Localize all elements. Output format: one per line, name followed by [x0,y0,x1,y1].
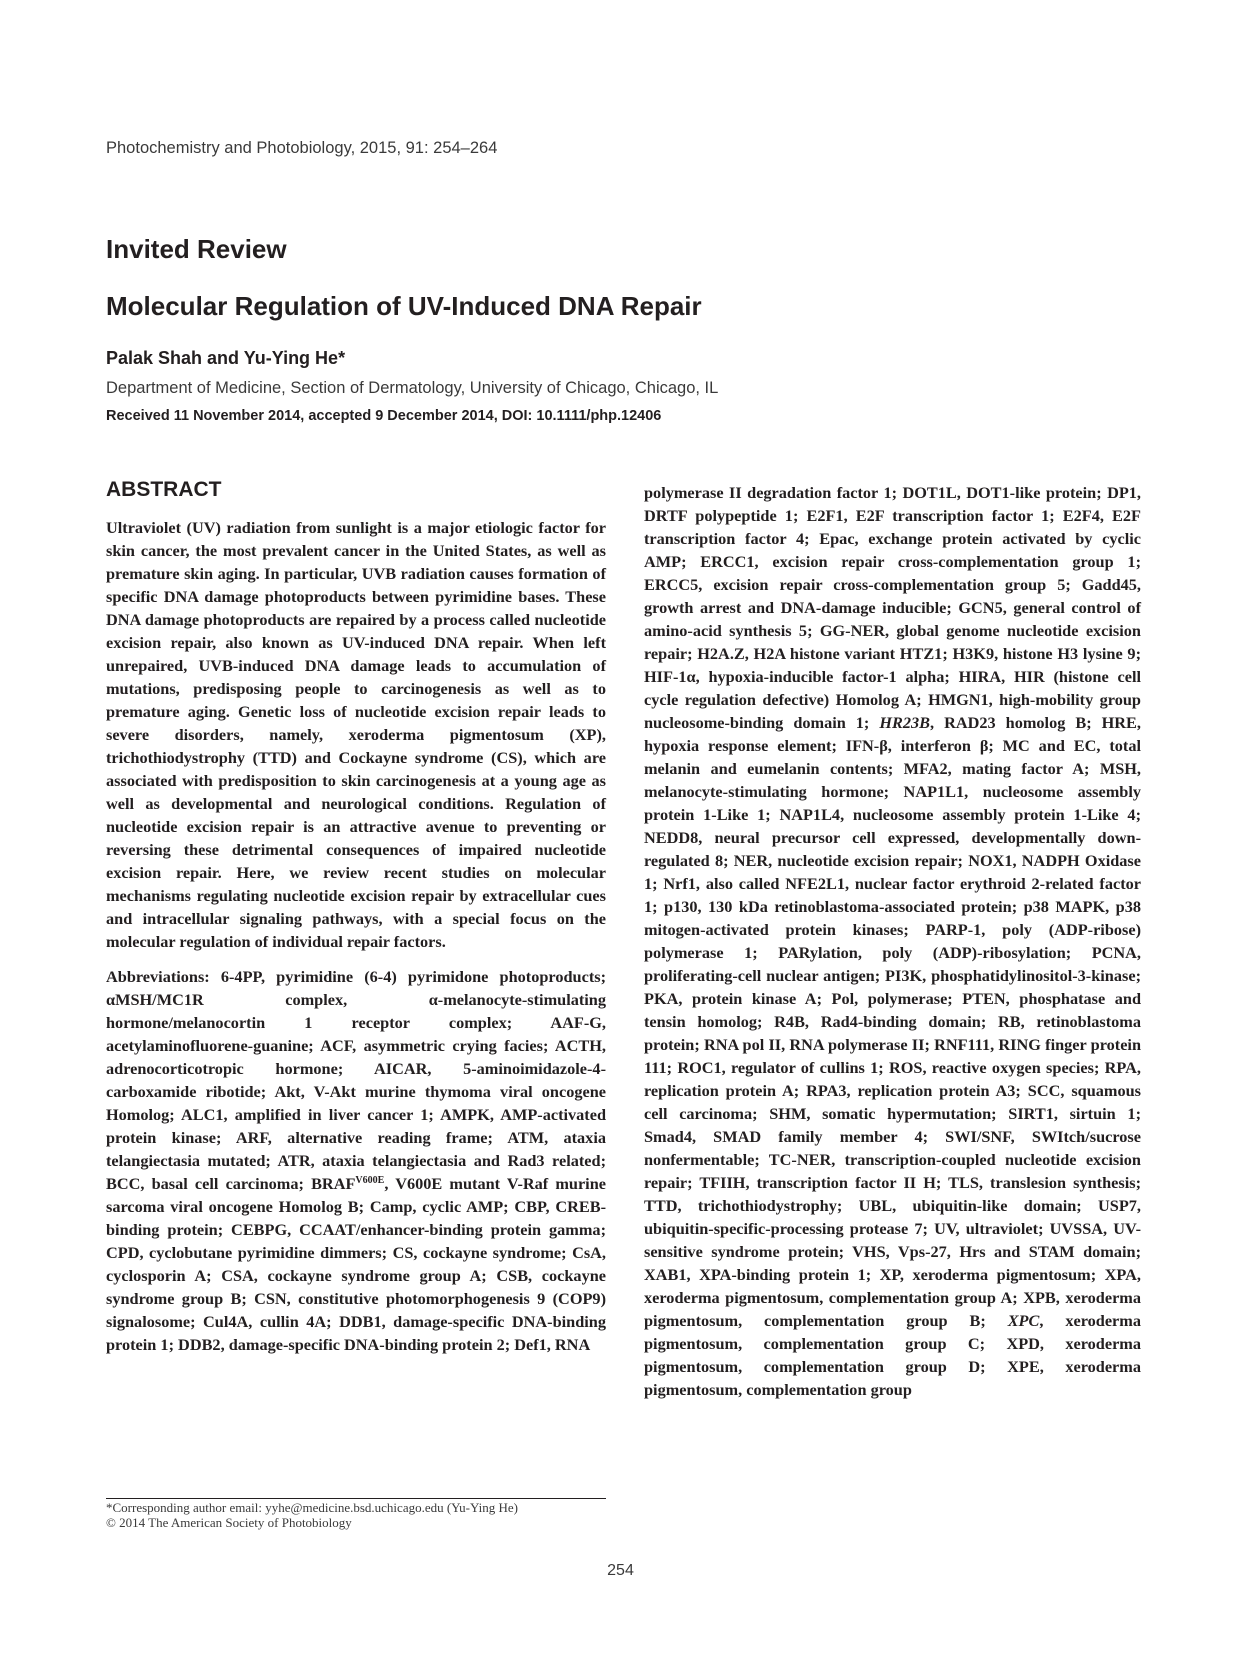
left-column [106,516,606,1356]
abbreviations-right [644,481,1141,1401]
abbreviations-text-part: , xeroderma pigmentosum, complementation group C; XPD, xeroderma pigmentosum, complementation group D; XPE, xeroderma pigmentosum, complementation group [644,1311,1141,1399]
abbreviations-text-part: Abbreviations: 6-4PP, pyrimidine (6-4) pyrimidone photoproducts; αMSH/MC1R complex, α-melanocyte-stimulating hormone/melanocortin 1 receptor complex; AAF-G, acetylaminofluorene-guanine; ACF, asymmetric crying facies; ACTH, adrenocorticotropic hormone; AICAR, 5-aminoimidazole-4-carboxamide ribotide; Akt, V-Akt murine thymoma viral oncogene Homolog; ALC1, amplified in liver cancer 1; AMPK, AMP-activated protein kinase; ARF, alternative reading frame; ATM, ataxia telangiectasia mutated; ATR, ataxia telangiectasia and Rad3 related; BCC, basal cell carcinoma; BRAF [106,967,606,1193]
right-column [644,481,1141,1401]
article-type-heading: Invited Review [106,234,287,264]
page-number: 254 [607,1562,634,1579]
superscript: V600E [355,1175,385,1186]
footnote-divider [106,1498,606,1499]
author-affiliation: Department of Medicine, Section of Dermatology, University of Chicago, Chicago, IL [106,379,719,397]
footnote [106,1500,518,1530]
gene-italic: HR23B [879,713,931,732]
abbreviations-left [106,965,606,1356]
abbreviations-text-part: , V600E mutant V-Raf murine sarcoma viral oncogene Homolog B; Camp, cyclic AMP; CBP, CREB-binding protein; CEBPG, CCAAT/enhancer-binding protein gamma; CPD, cyclobutane pyrimidine dimmers; CS, cockayne syndrome; CsA, cyclosporin A; CSA, cockayne syndrome group A; CSB, cockayne syndrome group B; CSN, constitutive photomorphogenesis 9 (COP9) signalosome; Cul4A, cullin 4A; DDB1, damage-specific DNA-binding protein 1; DDB2, damage-specific DNA-binding protein 2; Def1, RNA [106,1174,606,1354]
journal-citation: Photochemistry and Photobiology, 2015, 91: 254–264 [106,139,498,157]
abbreviations-text-part: , RAD23 homolog B; HRE, hypoxia response element; IFN-β, interferon β; MC and EC, total melanin and eumelanin contents; MFA2, mating factor A; MSH, melanocyte-stimulating hormone; NAP1L1, nucleosome assembly protein 1-Like 1; NAP1L4, nucleosome assembly protein 1-Like 4; NEDD8, neural precursor cell expressed, developmentally down-regulated 8; NER, nucleotide excision repair; NOX1, NADPH Oxidase 1; Nrf1, also called NFE2L1, nuclear factor erythroid 2-related factor 1; p130, 130 kDa retinoblastoma-associated protein; p38 MAPK, p38 mitogen-activated protein kinases; PARP-1, poly (ADP-ribose) polymerase 1; PARylation, poly (ADP)-ribosylation; PCNA, proliferating-cell nuclear antigen; PI3K, phosphatidylinositol-3-kinase; PKA, protein kinase A; Pol, polymerase; PTEN, phosphatase and tensin homolog; R4B, Rad4-binding domain; RB, retinoblastoma protein; RNA pol II, RNA polymerase II; RNF111, RING finger protein 111; ROC1, regulator of cullins 1; ROS, reactive oxygen species; RPA, replication protein A; RPA3, replication protein A3; SCC, squamous cell carcinoma; SHM, somatic hypermutation; SIRT1, sirtuin 1; Smad4, SMAD family member 4; SWI/SNF, SWItch/sucrose nonfermentable; TC-NER, transcription-coupled nucleotide excision repair; TFIIH, transcription factor II H; TLS, translesion synthesis; TTD, trichothiodystrophy; UBL, ubiquitin-like domain; USP7, ubiquitin-specific-processing protease 7; UV, ultraviolet; UVSSA, UV-sensitive syndrome protein; VHS, Vps-27, Hrs and STAM domain; XAB1, XPA-binding protein 1; XP, xeroderma pigmentosum; XPA, xeroderma pigmentosum, complementation group A; XPB, xeroderma pigmentosum, complementation group B; [644,713,1141,1330]
abstract-text: Ultraviolet (UV) radiation from sunlight is a major etiologic factor for skin cancer, the most prevalent cancer in the United States, as well as premature skin aging. In particular, UVB radiation causes formation of specific DNA damage photoproducts between pyrimidine bases. These DNA damage photoproducts are repaired by a process called nucleotide excision repair, also known as UV-induced DNA repair. When left unrepaired, UVB-induced DNA damage leads to accumulation of mutations, predisposing people to carcinogenesis as well as to premature aging. Genetic loss of nucleotide excision repair leads to severe disorders, namely, xeroderma pigmentosum (XP), trichothiodystrophy (TTD) and Cockayne syndrome (CS), which are associated with predisposition to skin carcinogenesis at a young age as well as developmental and neurological conditions. Regulation of nucleotide excision repair is an attractive avenue to preventing or reversing these detrimental consequences of impaired nucleotide excision repair. Here, we review recent studies on molecular mechanisms regulating nucleotide excision repair by extracellular cues and intracellular signaling pathways, with a special focus on the molecular regulation of individual repair factors. [106,518,606,951]
copyright-notice: © 2014 The American Society of Photobiology [106,1515,352,1530]
received-dates-doi: Received 11 November 2014, accepted 9 December 2014, DOI: 10.1111/php.12406 [106,408,662,424]
author-list: Palak Shah and Yu-Ying He* [106,348,346,368]
article-title: Molecular Regulation of UV-Induced DNA Repair [106,291,702,321]
abbreviations-text-part: polymerase II degradation factor 1; DOT1L, DOT1-like protein; DP1, DRTF polypeptide 1; E2F1, E2F transcription factor 1; E2F4, E2F transcription factor 4; Epac, exchange protein activated by cyclic AMP; ERCC1, excision repair cross-complementation group 1; ERCC5, excision repair cross-complementation group 5; Gadd45, growth arrest and DNA-damage inducible; GCN5, general control of amino-acid synthesis 5; GG-NER, global genome nucleotide excision repair; H2A.Z, H2A histone variant HTZ1; H3K9, histone H3 lysine 9; HIF-1α, hypoxia-inducible factor-1 alpha; HIRA, HIR (histone cell cycle regulation defective) Homolog A; HMGN1, high-mobility group nucleosome-binding domain 1; [644,483,1141,732]
gene-italic: XPC [1007,1311,1040,1330]
abstract-heading: ABSTRACT [106,478,222,501]
corresponding-author-email: *Corresponding author email: yyhe@medicine.bsd.uchicago.edu (Yu-Ying He) [106,1500,518,1515]
